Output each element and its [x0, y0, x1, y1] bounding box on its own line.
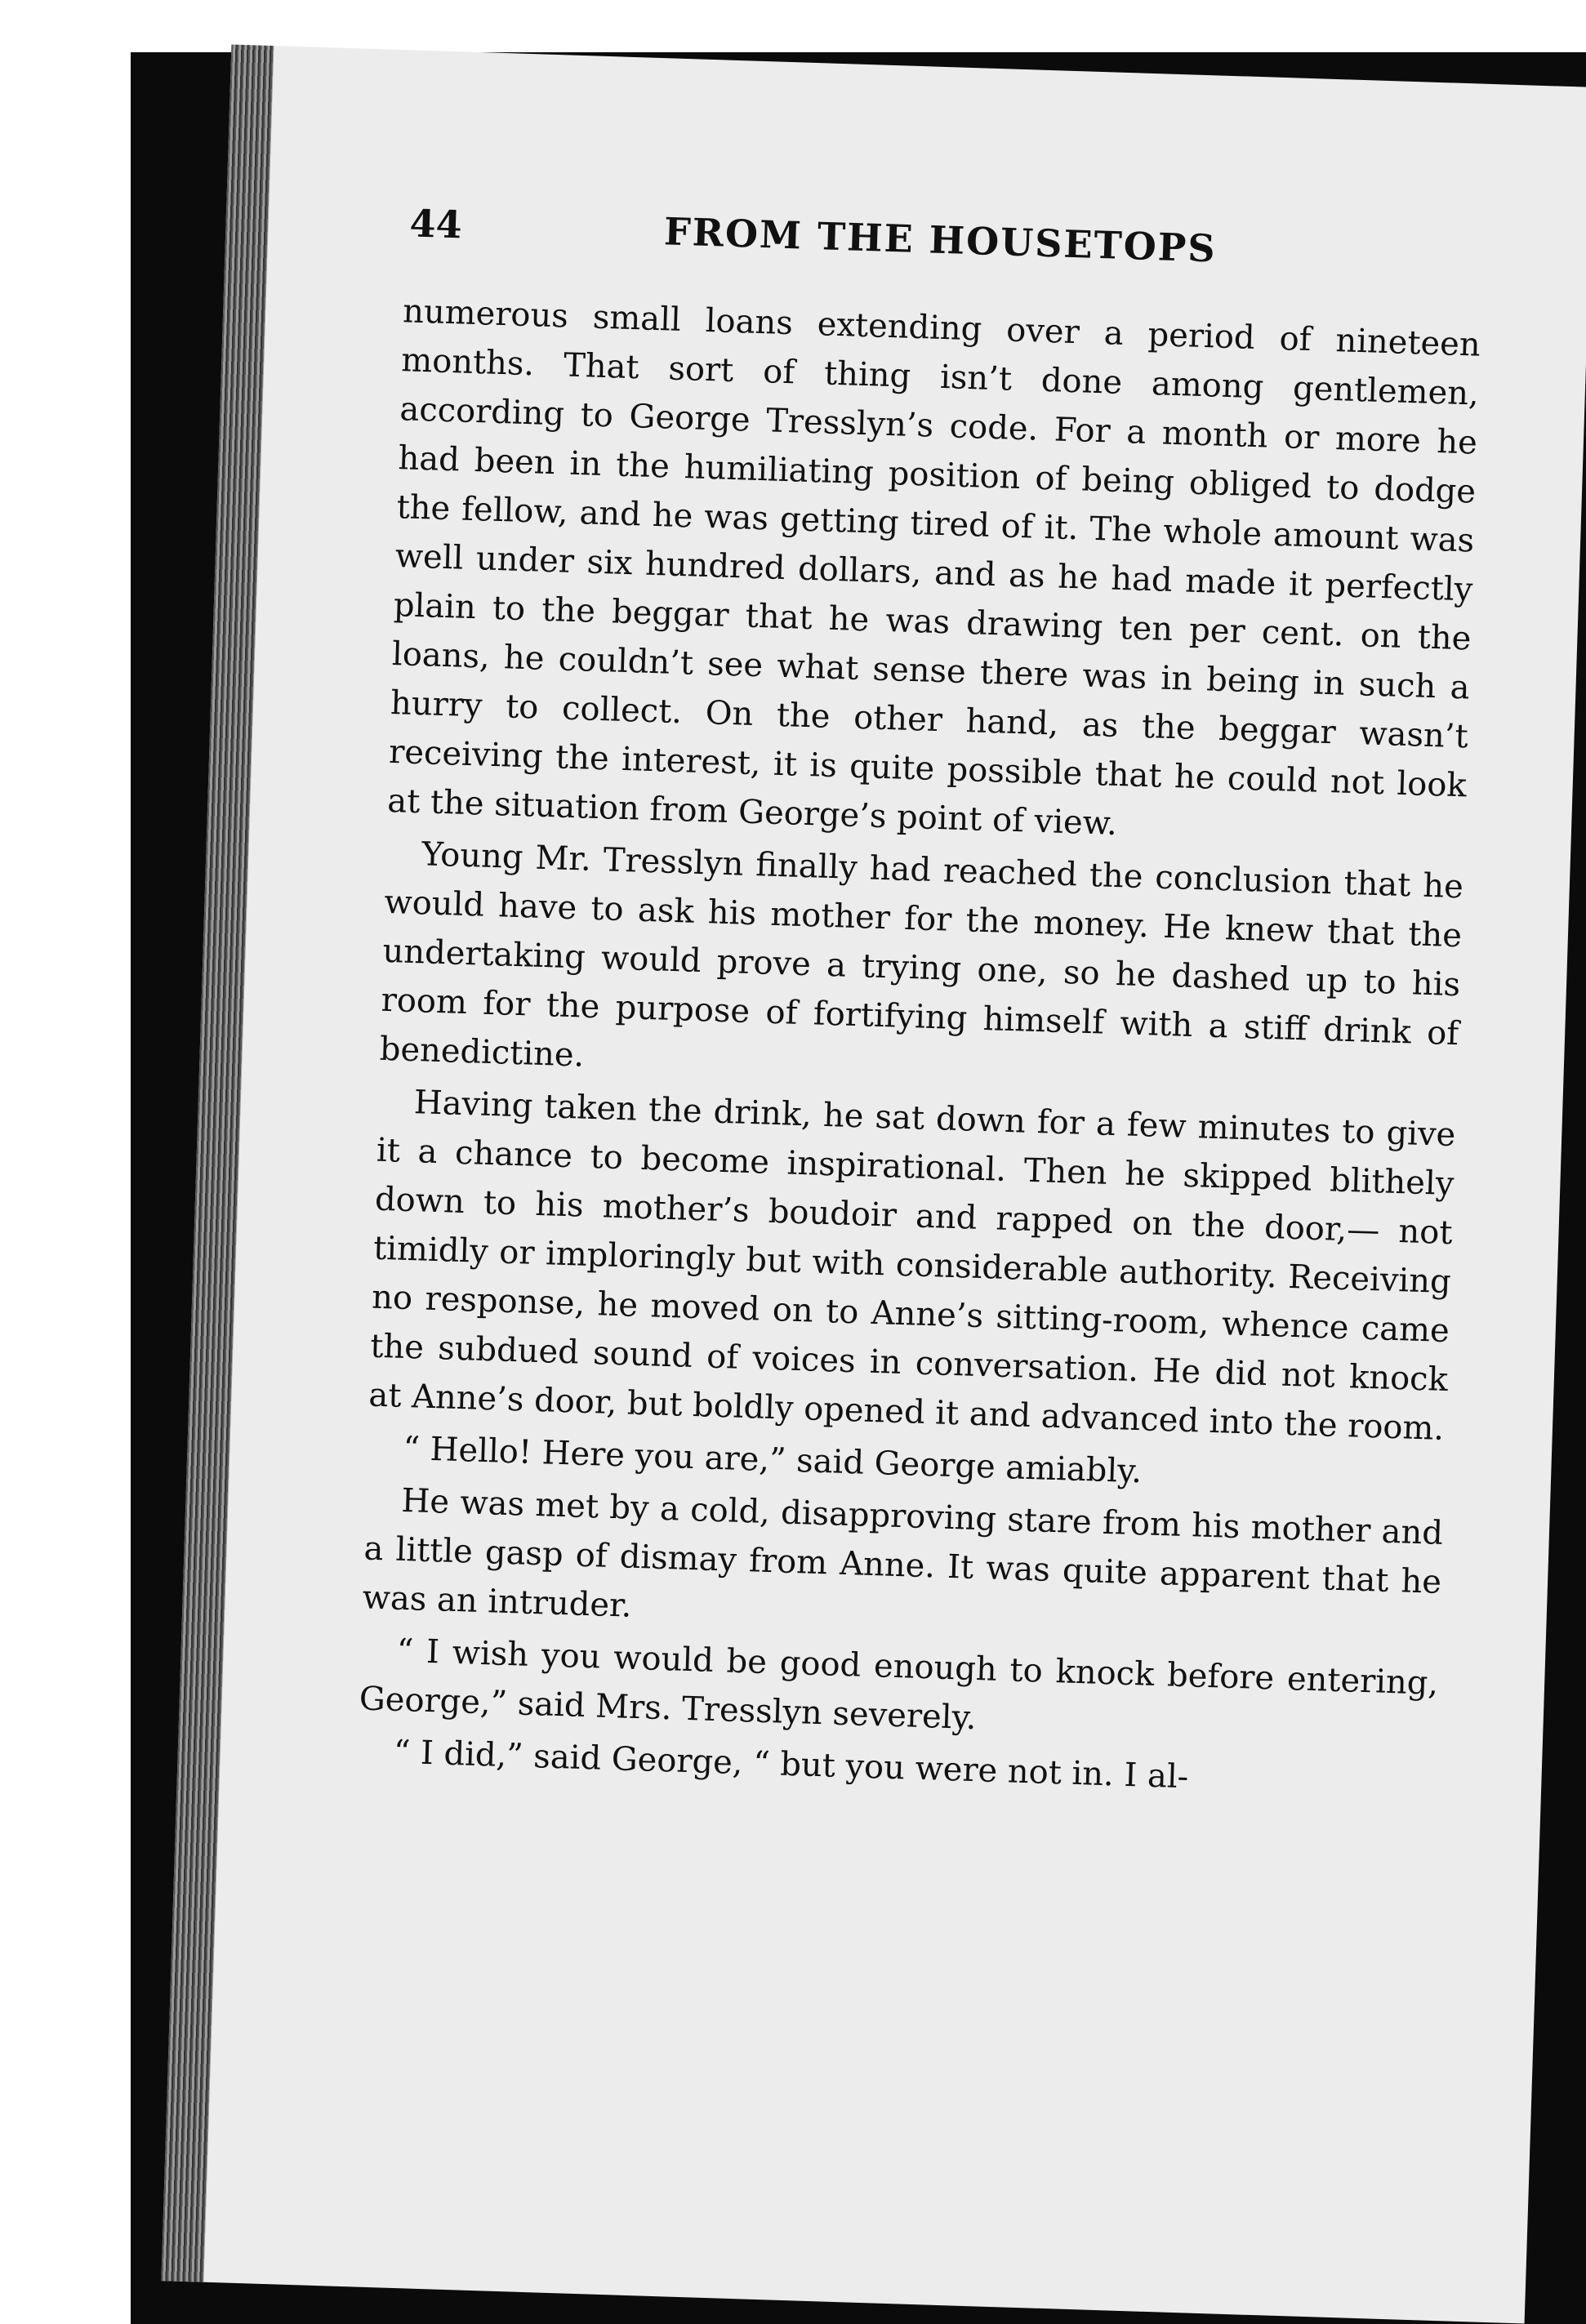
- body-text: [357, 287, 1481, 1813]
- paragraph: Young Mr. Tresslyn finally had reached the conclusion that he would have to ask his mother for the money. He knew that the undertaking would prove a trying one, so he dashed up to his room for the purpose of fortifying himself with a stiff drink of benedictine.: [379, 835, 1464, 1075]
- paragraph-continued: numerous small loans extending over a period of nineteen months. That sort of thing isn’t done among gentlemen, according to George Tresslyn’s code. For a month or more he had been in the humiliating position of being obliged to dodge the fellow, and he was getting tired of it. The whole amount was well under six hundred dollars, and as he had made it perfectly plain to the beggar that he was drawing ten per cent. on the loans, he couldn’t see what sense there was in being in such a hurry to collect. On the other hand, as the beggar wasn’t receiving the interest, it is quite possible that he could not look at the situation from George’s point of view.: [386, 292, 1481, 843]
- running-title: FROM THE HOUSETOPS: [663, 209, 1218, 271]
- paragraph: He was met by a cold, disapproving stare from his mother and a little gasp of dismay from Anne. It was quite apparent that he was an intruder.: [362, 1481, 1444, 1625]
- running-head: [408, 201, 1472, 292]
- dialogue-paragraph: “ I did,” said George, “ but you were not in. I al-: [393, 1733, 1189, 1796]
- page-number: 44: [408, 201, 463, 247]
- paragraph: Having taken the drink, he sat down for a few minutes to give it a chance to become inspirational. Then he skipped blithely down to his mother’s boudoir and rapped on the door,— not timidly or imploringly but with considerable authority. Receiving no response, he moved on to Anne’s sitting-room, whence came the subdued sound of voices in conversation. He did not knock at Anne’s door, but boldly opened it and advanced into the room.: [368, 1084, 1456, 1448]
- book-page: [161, 44, 1586, 2323]
- dialogue-paragraph: “ I wish you would be good enough to knock before entering, George,” said Mrs. Tresslyn severely.: [359, 1632, 1439, 1738]
- dialogue-paragraph: “ Hello! Here you are,” said George amiably.: [402, 1429, 1143, 1491]
